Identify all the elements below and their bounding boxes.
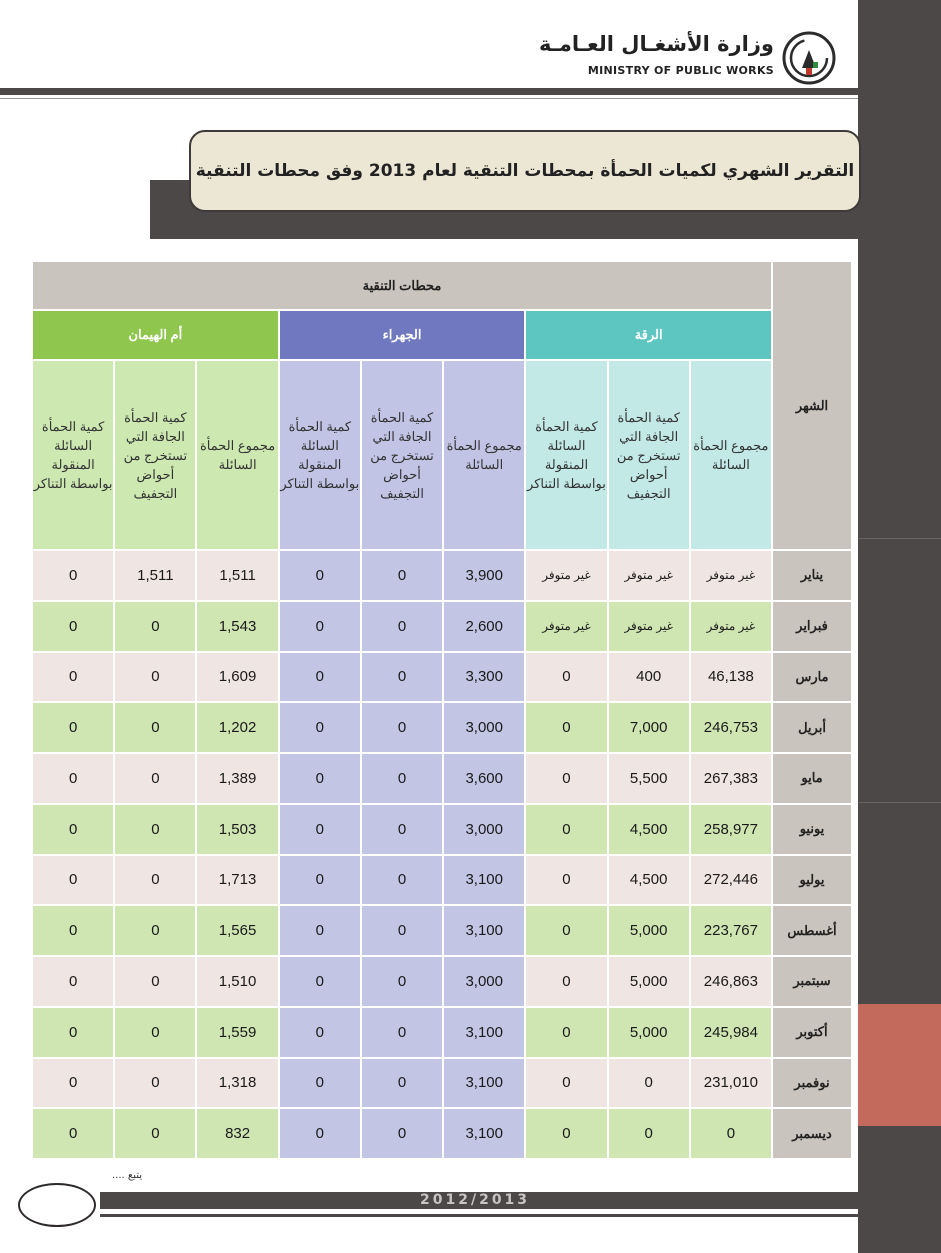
umm-tanker: 0 [33, 856, 113, 905]
umm-tanker: 0 [33, 551, 113, 600]
riqqa-tanker: غير متوفر [526, 551, 606, 600]
table-row [33, 551, 851, 600]
jahra-dry-sludge: 0 [362, 957, 442, 1006]
subheader-liquid-total: مجموع الحمأة السائلة [691, 361, 771, 549]
umm-dry-sludge: 0 [115, 906, 195, 955]
riqqa-tanker: 0 [526, 805, 606, 854]
umm-liquid-total: 1,609 [197, 653, 277, 702]
month-label: مارس [773, 653, 851, 702]
jahra-liquid-total: 3,100 [444, 1059, 524, 1108]
jahra-liquid-total: 3,300 [444, 653, 524, 702]
jahra-tanker: 0 [280, 703, 360, 752]
jahra-tanker: 0 [280, 653, 360, 702]
table-row [33, 754, 851, 803]
table-row [33, 1109, 851, 1158]
riqqa-dry-sludge: 0 [609, 1059, 689, 1108]
ministry-logo [539, 26, 844, 86]
month-label: أغسطس [773, 906, 851, 955]
jahra-dry-sludge: 0 [362, 1008, 442, 1057]
umm-tanker: 0 [33, 1008, 113, 1057]
subheader-tanker-transport: كمية الحمأة السائلة المنقولة بواسطة التناكر [33, 361, 113, 549]
station-header-jahra: الجهراء [280, 311, 525, 359]
riqqa-tanker: 0 [526, 754, 606, 803]
umm-liquid-total: 1,713 [197, 856, 277, 905]
riqqa-tanker: 0 [526, 856, 606, 905]
umm-dry-sludge: 0 [115, 602, 195, 651]
table-row [33, 957, 851, 1006]
subheader-dry-sludge: كمية الحمأة الجافة التي تستخرج من أحواض التجفيف [115, 361, 195, 549]
ministry-name-english: MINISTRY OF PUBLIC WORKS [587, 64, 774, 77]
umm-dry-sludge: 1,511 [115, 551, 195, 600]
umm-tanker: 0 [33, 703, 113, 752]
jahra-dry-sludge: 0 [362, 1059, 442, 1108]
report-title: التقرير الشهري لكميات الحمأة بمحطات التنقية لعام 2013 وفق محطات التنقية [189, 130, 861, 212]
umm-tanker: 0 [33, 602, 113, 651]
umm-dry-sludge: 0 [115, 1109, 195, 1158]
jahra-tanker: 0 [280, 754, 360, 803]
riqqa-liquid-total: 258,977 [691, 805, 771, 854]
stations-header: محطات التنقية [33, 262, 771, 309]
month-label: مايو [773, 754, 851, 803]
jahra-tanker: 0 [280, 551, 360, 600]
riqqa-liquid-total: 272,446 [691, 856, 771, 905]
jahra-liquid-total: 3,000 [444, 957, 524, 1006]
umm-dry-sludge: 0 [115, 805, 195, 854]
riqqa-liquid-total: 246,863 [691, 957, 771, 1006]
umm-dry-sludge: 0 [115, 754, 195, 803]
umm-liquid-total: 1,511 [197, 551, 277, 600]
jahra-tanker: 0 [280, 1008, 360, 1057]
umm-tanker: 0 [33, 754, 113, 803]
station-header-riqqa: الرقة [526, 311, 771, 359]
month-label: ديسمبر [773, 1109, 851, 1158]
month-label: فبراير [773, 602, 851, 651]
umm-tanker: 0 [33, 1059, 113, 1108]
umm-tanker: 0 [33, 1109, 113, 1158]
subheader-dry-sludge: كمية الحمأة الجافة التي تستخرج من أحواض التجفيف [362, 361, 442, 549]
umm-tanker: 0 [33, 906, 113, 955]
table-row [33, 602, 851, 651]
jahra-liquid-total: 3,100 [444, 1109, 524, 1158]
continue-note: يتبع .... [112, 1170, 143, 1181]
side-divider [858, 538, 941, 539]
jahra-dry-sludge: 0 [362, 754, 442, 803]
umm-liquid-total: 1,389 [197, 754, 277, 803]
riqqa-liquid-total: غير متوفر [691, 602, 771, 651]
jahra-dry-sludge: 0 [362, 703, 442, 752]
side-divider [858, 802, 941, 803]
jahra-tanker: 0 [280, 957, 360, 1006]
footer-rule [100, 1214, 858, 1217]
month-label: أكتوبر [773, 1008, 851, 1057]
umm-liquid-total: 832 [197, 1109, 277, 1158]
month-label: يوليو [773, 856, 851, 905]
header-thin-rule [0, 98, 858, 99]
riqqa-liquid-total: 246,753 [691, 703, 771, 752]
umm-dry-sludge: 0 [115, 856, 195, 905]
umm-liquid-total: 1,318 [197, 1059, 277, 1108]
jahra-liquid-total: 3,100 [444, 856, 524, 905]
footer-year: 2012/2013 [420, 1192, 531, 1208]
riqqa-liquid-total: 267,383 [691, 754, 771, 803]
riqqa-tanker: 0 [526, 1008, 606, 1057]
month-label: نوفمبر [773, 1059, 851, 1108]
riqqa-tanker: 0 [526, 703, 606, 752]
jahra-liquid-total: 3,000 [444, 805, 524, 854]
riqqa-dry-sludge: غير متوفر [609, 551, 689, 600]
riqqa-liquid-total: 245,984 [691, 1008, 771, 1057]
ministry-name-arabic: وزارة الأشغـال العـامـة [539, 32, 774, 56]
riqqa-tanker: 0 [526, 957, 606, 1006]
riqqa-liquid-total: 223,767 [691, 906, 771, 955]
jahra-liquid-total: 3,100 [444, 1008, 524, 1057]
month-column-header: الشهر [773, 262, 851, 549]
riqqa-dry-sludge: 5,000 [609, 1008, 689, 1057]
riqqa-dry-sludge: 5,500 [609, 754, 689, 803]
riqqa-tanker: غير متوفر [526, 602, 606, 651]
riqqa-liquid-total: 231,010 [691, 1059, 771, 1108]
jahra-liquid-total: 3,600 [444, 754, 524, 803]
riqqa-tanker: 0 [526, 653, 606, 702]
table-row [33, 906, 851, 955]
umm-liquid-total: 1,559 [197, 1008, 277, 1057]
riqqa-dry-sludge: 7,000 [609, 703, 689, 752]
jahra-liquid-total: 3,100 [444, 906, 524, 955]
riqqa-tanker: 0 [526, 1109, 606, 1158]
header-rule [0, 88, 858, 95]
umm-tanker: 0 [33, 653, 113, 702]
jahra-liquid-total: 3,900 [444, 551, 524, 600]
riqqa-dry-sludge: 5,000 [609, 957, 689, 1006]
page-number-circle [18, 1183, 96, 1227]
jahra-dry-sludge: 0 [362, 805, 442, 854]
umm-liquid-total: 1,565 [197, 906, 277, 955]
umm-dry-sludge: 0 [115, 703, 195, 752]
jahra-liquid-total: 3,000 [444, 703, 524, 752]
jahra-tanker: 0 [280, 906, 360, 955]
umm-liquid-total: 1,543 [197, 602, 277, 651]
subheader-dry-sludge: كمية الحمأة الجافة التي تستخرج من أحواض التجفيف [609, 361, 689, 549]
month-label: يونيو [773, 805, 851, 854]
jahra-dry-sludge: 0 [362, 856, 442, 905]
station-header-umm: أم الهيمان [33, 311, 278, 359]
month-label: سبتمبر [773, 957, 851, 1006]
subheader-liquid-total: مجموع الحمأة السائلة [197, 361, 277, 549]
table-row [33, 703, 851, 752]
riqqa-dry-sludge: غير متوفر [609, 602, 689, 651]
umm-tanker: 0 [33, 957, 113, 1006]
jahra-tanker: 0 [280, 1059, 360, 1108]
jahra-tanker: 0 [280, 1109, 360, 1158]
jahra-tanker: 0 [280, 805, 360, 854]
umm-liquid-total: 1,510 [197, 957, 277, 1006]
riqqa-liquid-total: غير متوفر [691, 551, 771, 600]
subheader-tanker-transport: كمية الحمأة السائلة المنقولة بواسطة التناكر [526, 361, 606, 549]
month-label: أبريل [773, 703, 851, 752]
umm-tanker: 0 [33, 805, 113, 854]
jahra-dry-sludge: 0 [362, 906, 442, 955]
jahra-tanker: 0 [280, 602, 360, 651]
riqqa-liquid-total: 46,138 [691, 653, 771, 702]
jahra-dry-sludge: 0 [362, 653, 442, 702]
table-row [33, 856, 851, 905]
riqqa-dry-sludge: 0 [609, 1109, 689, 1158]
subheader-liquid-total: مجموع الحمأة السائلة [444, 361, 524, 549]
riqqa-dry-sludge: 5,000 [609, 906, 689, 955]
month-label: يناير [773, 551, 851, 600]
jahra-dry-sludge: 0 [362, 602, 442, 651]
sludge-report-table [31, 260, 853, 1160]
table-row [33, 1008, 851, 1057]
riqqa-liquid-total: 0 [691, 1109, 771, 1158]
jahra-dry-sludge: 0 [362, 551, 442, 600]
right-accent-block [858, 1004, 941, 1126]
umm-dry-sludge: 0 [115, 653, 195, 702]
table-row [33, 1059, 851, 1108]
riqqa-tanker: 0 [526, 906, 606, 955]
riqqa-dry-sludge: 400 [609, 653, 689, 702]
riqqa-tanker: 0 [526, 1059, 606, 1108]
table-row [33, 805, 851, 854]
subheader-tanker-transport: كمية الحمأة السائلة المنقولة بواسطة التناكر [280, 361, 360, 549]
umm-dry-sludge: 0 [115, 1059, 195, 1108]
jahra-dry-sludge: 0 [362, 1109, 442, 1158]
jahra-tanker: 0 [280, 856, 360, 905]
umm-liquid-total: 1,503 [197, 805, 277, 854]
ministry-emblem-icon [780, 28, 838, 86]
umm-liquid-total: 1,202 [197, 703, 277, 752]
umm-dry-sludge: 0 [115, 957, 195, 1006]
riqqa-dry-sludge: 4,500 [609, 805, 689, 854]
table-row [33, 653, 851, 702]
riqqa-dry-sludge: 4,500 [609, 856, 689, 905]
umm-dry-sludge: 0 [115, 1008, 195, 1057]
jahra-liquid-total: 2,600 [444, 602, 524, 651]
